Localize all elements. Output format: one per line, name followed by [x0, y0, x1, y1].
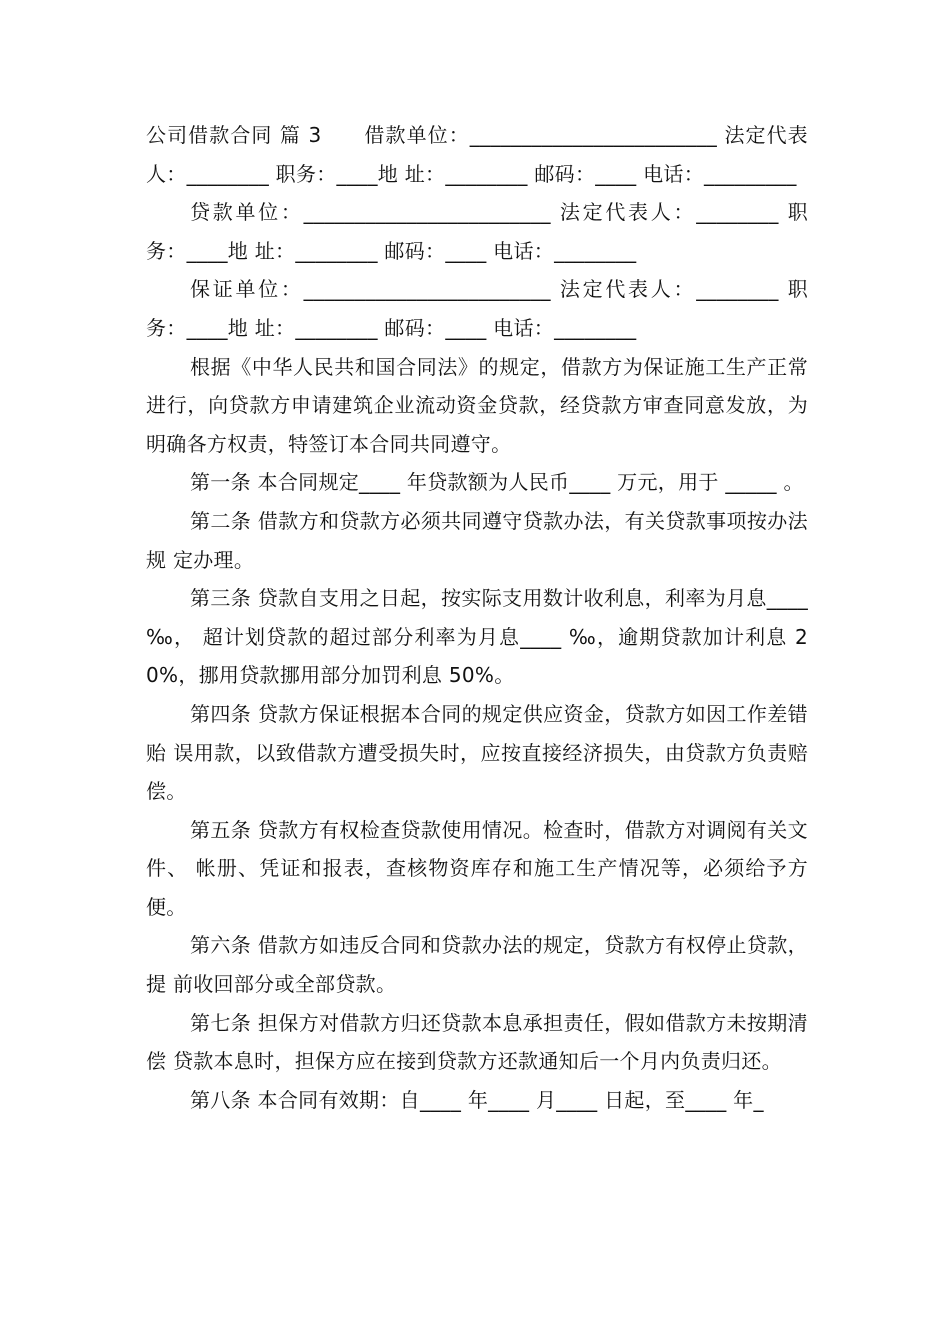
contract-body	[146, 116, 808, 1119]
paragraph-guarantor: 保证单位：________________________ 法定代表人：________ 职务：____地 址：________ 邮码：____ 电话：________	[146, 277, 808, 340]
paragraph-lender: 贷款单位：________________________ 法定代表人：________ 职务：____地 址：________ 邮码：____ 电话：________	[146, 200, 808, 263]
paragraph-article-5: 第五条 贷款方有权检查贷款使用情况。检查时，借款方对调阅有关文件、 帐册、凭证和报表，查核物资库存和施工生产情况等，必须给予方便。	[146, 817, 808, 919]
paragraph-header-borrower: 公司借款合同 篇 3 借款单位：________________________ 法定代表人：________ 职务：____地 址：________ 邮码：____ 电话：_________	[146, 123, 808, 186]
paragraph-article-7: 第七条 担保方对借款方归还贷款本息承担责任，假如借款方未按期清偿 贷款本息时，担保方应在接到贷款方还款通知后一个月内负责归还。	[146, 1010, 808, 1074]
paragraph-article-1: 第一条 本合同规定____ 年贷款额为人民币____ 万元，用于 _____ 。	[190, 470, 804, 495]
paragraph-article-8: 第八条 本合同有效期：自____ 年____ 月____ 日起，至____ 年_	[190, 1087, 764, 1112]
paragraph-article-3: 第三条 贷款自支用之日起，按实际支用数计收利息，利率为月息____ ‰， 超计划贷款的超过部分利率为月息____ ‰，逾期贷款加计利息 20%，挪用贷款挪用部分加罚利息 50%。	[146, 586, 808, 688]
paragraph-article-2: 第二条 借款方和贷款方必须共同遵守贷款办法，有关贷款事项按办法规 定办理。	[146, 508, 808, 572]
paragraph-article-6: 第六条 借款方如违反合同和贷款办法的规定，贷款方有权停止贷款，提 前收回部分或全部贷款。	[146, 933, 808, 997]
paragraph-article-4: 第四条 贷款方保证根据本合同的规定供应资金，贷款方如因工作差错贻 误用款，以致借款方遭受损失时，应按直接经济损失，由贷款方负责赔偿。	[146, 701, 808, 804]
paragraph-preamble: 根据《中华人民共和国合同法》的规定，借款方为保证施工生产正常进行，向贷款方申请建筑企业流动资金贷款，经贷款方审查同意发放，为明确各方权责，特签订本合同共同遵守。	[146, 354, 808, 456]
